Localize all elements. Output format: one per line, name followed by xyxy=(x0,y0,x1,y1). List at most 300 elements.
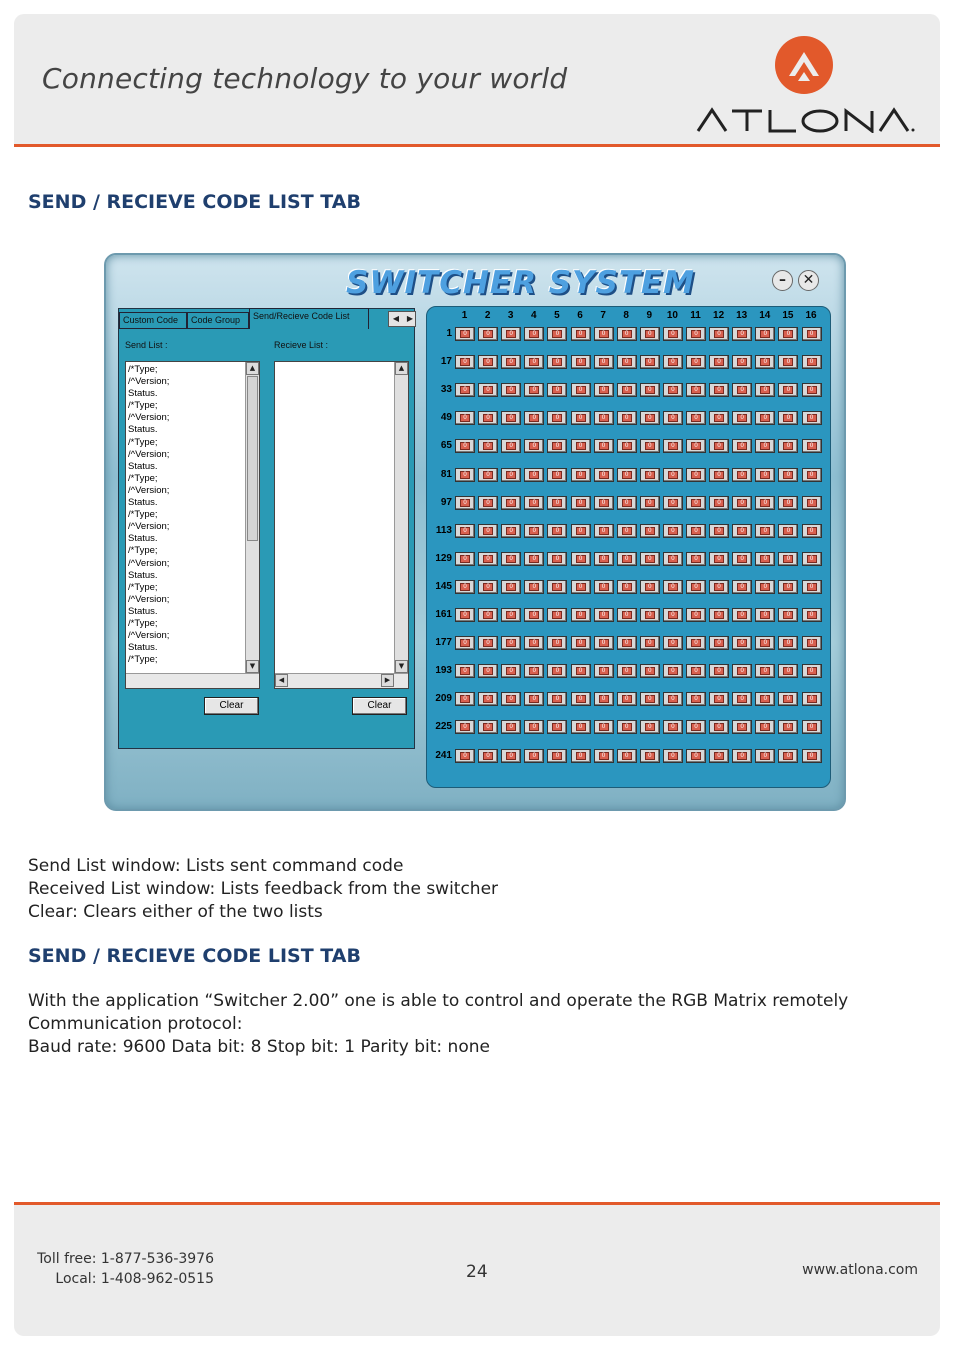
matrix-cell-button[interactable] xyxy=(755,411,775,425)
matrix-cell-button[interactable] xyxy=(732,608,752,622)
matrix-cell-button[interactable] xyxy=(663,411,683,425)
matrix-cell-button[interactable] xyxy=(455,720,475,734)
matrix-cell-button[interactable] xyxy=(547,327,567,341)
tab-left-arrow-icon[interactable]: ◀ xyxy=(392,314,400,323)
matrix-cell-button[interactable] xyxy=(802,720,822,734)
matrix-cell-button[interactable] xyxy=(571,439,591,453)
matrix-cell-button[interactable] xyxy=(455,496,475,510)
matrix-cell-button[interactable] xyxy=(617,720,637,734)
matrix-cell-button[interactable] xyxy=(640,411,660,425)
matrix-cell-button[interactable] xyxy=(732,664,752,678)
matrix-cell-button[interactable] xyxy=(709,636,729,650)
matrix-cell-button[interactable] xyxy=(455,664,475,678)
matrix-cell-button[interactable] xyxy=(686,692,706,706)
matrix-cell-button[interactable] xyxy=(478,580,498,594)
matrix-cell-button[interactable] xyxy=(732,383,752,397)
matrix-cell-button[interactable] xyxy=(686,383,706,397)
matrix-cell-button[interactable] xyxy=(663,552,683,566)
matrix-cell-button[interactable] xyxy=(709,580,729,594)
matrix-cell-button[interactable] xyxy=(617,524,637,538)
matrix-cell-button[interactable] xyxy=(594,552,614,566)
send-list-item[interactable]: /*Type; xyxy=(128,509,158,521)
matrix-cell-button[interactable] xyxy=(802,552,822,566)
send-list-item[interactable]: /*Type; xyxy=(128,545,158,557)
matrix-cell-button[interactable] xyxy=(663,720,683,734)
matrix-cell-button[interactable] xyxy=(663,608,683,622)
matrix-cell-button[interactable] xyxy=(524,720,544,734)
matrix-cell-button[interactable] xyxy=(547,749,567,763)
matrix-cell-button[interactable] xyxy=(478,636,498,650)
matrix-cell-button[interactable] xyxy=(478,327,498,341)
matrix-cell-button[interactable] xyxy=(455,468,475,482)
matrix-cell-button[interactable] xyxy=(478,496,498,510)
matrix-cell-button[interactable] xyxy=(802,383,822,397)
matrix-cell-button[interactable] xyxy=(501,496,521,510)
matrix-cell-button[interactable] xyxy=(524,468,544,482)
matrix-cell-button[interactable] xyxy=(594,692,614,706)
matrix-cell-button[interactable] xyxy=(455,580,475,594)
receive-list[interactable] xyxy=(274,361,409,689)
matrix-cell-button[interactable] xyxy=(501,524,521,538)
matrix-cell-button[interactable] xyxy=(455,411,475,425)
send-list-item[interactable]: /^Version; xyxy=(128,412,170,424)
send-list-item[interactable]: /^Version; xyxy=(128,376,170,388)
send-list-item[interactable]: Status. xyxy=(128,424,158,436)
matrix-cell-button[interactable] xyxy=(571,524,591,538)
matrix-cell-button[interactable] xyxy=(501,552,521,566)
matrix-cell-button[interactable] xyxy=(594,439,614,453)
matrix-cell-button[interactable] xyxy=(594,496,614,510)
send-list[interactable] xyxy=(125,361,260,689)
send-list-item[interactable]: /*Type; xyxy=(128,436,158,448)
matrix-cell-button[interactable] xyxy=(802,327,822,341)
matrix-cell-button[interactable] xyxy=(571,327,591,341)
matrix-cell-button[interactable] xyxy=(478,664,498,678)
matrix-cell-button[interactable] xyxy=(755,439,775,453)
tab-send-recieve-code-list[interactable]: Send/Recieve Code List xyxy=(249,308,369,329)
matrix-cell-button[interactable] xyxy=(778,664,798,678)
matrix-cell-button[interactable] xyxy=(755,720,775,734)
matrix-cell-button[interactable] xyxy=(455,692,475,706)
matrix-cell-button[interactable] xyxy=(709,692,729,706)
matrix-cell-button[interactable] xyxy=(755,552,775,566)
matrix-cell-button[interactable] xyxy=(594,720,614,734)
matrix-cell-button[interactable] xyxy=(778,636,798,650)
matrix-cell-button[interactable] xyxy=(547,692,567,706)
matrix-cell-button[interactable] xyxy=(686,608,706,622)
matrix-cell-button[interactable] xyxy=(617,355,637,369)
scroll-up-icon[interactable]: ▲ xyxy=(246,362,259,375)
matrix-cell-button[interactable] xyxy=(524,411,544,425)
matrix-cell-button[interactable] xyxy=(732,496,752,510)
send-list-item[interactable]: /*Type; xyxy=(128,581,158,593)
matrix-cell-button[interactable] xyxy=(663,496,683,510)
send-list-item[interactable]: /*Type; xyxy=(128,472,158,484)
send-list-item[interactable]: /^Version; xyxy=(128,521,170,533)
matrix-cell-button[interactable] xyxy=(547,524,567,538)
send-list-item[interactable]: /^Version; xyxy=(128,448,170,460)
matrix-cell-button[interactable] xyxy=(709,664,729,678)
matrix-cell-button[interactable] xyxy=(802,608,822,622)
matrix-cell-button[interactable] xyxy=(732,552,752,566)
matrix-cell-button[interactable] xyxy=(501,355,521,369)
send-list-item[interactable]: Status. xyxy=(128,605,158,617)
matrix-cell-button[interactable] xyxy=(640,383,660,397)
matrix-cell-button[interactable] xyxy=(732,580,752,594)
matrix-cell-button[interactable] xyxy=(686,720,706,734)
matrix-cell-button[interactable] xyxy=(571,749,591,763)
matrix-cell-button[interactable] xyxy=(594,383,614,397)
matrix-cell-button[interactable] xyxy=(802,411,822,425)
matrix-cell-button[interactable] xyxy=(571,552,591,566)
matrix-cell-button[interactable] xyxy=(709,383,729,397)
matrix-cell-button[interactable] xyxy=(617,664,637,678)
matrix-cell-button[interactable] xyxy=(501,327,521,341)
matrix-cell-button[interactable] xyxy=(663,524,683,538)
matrix-cell-button[interactable] xyxy=(663,636,683,650)
matrix-cell-button[interactable] xyxy=(732,524,752,538)
matrix-cell-button[interactable] xyxy=(617,327,637,341)
matrix-cell-button[interactable] xyxy=(755,524,775,538)
send-list-item[interactable]: /^Version; xyxy=(128,484,170,496)
matrix-cell-button[interactable] xyxy=(802,664,822,678)
matrix-cell-button[interactable] xyxy=(571,692,591,706)
scroll-down-icon[interactable]: ▼ xyxy=(395,660,408,673)
matrix-cell-button[interactable] xyxy=(594,411,614,425)
matrix-cell-button[interactable] xyxy=(663,580,683,594)
matrix-cell-button[interactable] xyxy=(455,524,475,538)
matrix-cell-button[interactable] xyxy=(732,439,752,453)
send-list-item[interactable]: /*Type; xyxy=(128,617,158,629)
receive-list-vscroll[interactable] xyxy=(394,362,408,673)
matrix-cell-button[interactable] xyxy=(524,439,544,453)
matrix-cell-button[interactable] xyxy=(663,327,683,341)
matrix-cell-button[interactable] xyxy=(640,692,660,706)
matrix-cell-button[interactable] xyxy=(524,580,544,594)
matrix-cell-button[interactable] xyxy=(571,608,591,622)
matrix-cell-button[interactable] xyxy=(547,636,567,650)
matrix-cell-button[interactable] xyxy=(755,327,775,341)
matrix-cell-button[interactable] xyxy=(617,608,637,622)
matrix-cell-button[interactable] xyxy=(571,355,591,369)
matrix-cell-button[interactable] xyxy=(478,468,498,482)
matrix-cell-button[interactable] xyxy=(455,749,475,763)
matrix-cell-button[interactable] xyxy=(709,552,729,566)
send-list-item[interactable]: /^Version; xyxy=(128,593,170,605)
scroll-down-icon[interactable]: ▼ xyxy=(246,660,259,673)
scroll-up-icon[interactable]: ▲ xyxy=(395,362,408,375)
matrix-cell-button[interactable] xyxy=(755,355,775,369)
send-list-item[interactable]: Status. xyxy=(128,642,158,654)
matrix-cell-button[interactable] xyxy=(778,720,798,734)
matrix-cell-button[interactable] xyxy=(594,636,614,650)
matrix-cell-button[interactable] xyxy=(501,664,521,678)
send-list-item[interactable]: Status. xyxy=(128,460,158,472)
matrix-cell-button[interactable] xyxy=(501,383,521,397)
matrix-cell-button[interactable] xyxy=(571,664,591,678)
matrix-cell-button[interactable] xyxy=(617,580,637,594)
matrix-cell-button[interactable] xyxy=(501,692,521,706)
matrix-cell-button[interactable] xyxy=(709,749,729,763)
matrix-cell-button[interactable] xyxy=(778,580,798,594)
matrix-cell-button[interactable] xyxy=(501,580,521,594)
send-list-item[interactable]: Status. xyxy=(128,569,158,581)
minimize-button[interactable]: – xyxy=(772,270,793,291)
matrix-cell-button[interactable] xyxy=(640,749,660,763)
matrix-cell-button[interactable] xyxy=(571,636,591,650)
send-list-item[interactable]: Status. xyxy=(128,388,158,400)
matrix-cell-button[interactable] xyxy=(686,411,706,425)
matrix-cell-button[interactable] xyxy=(501,411,521,425)
matrix-cell-button[interactable] xyxy=(594,749,614,763)
matrix-cell-button[interactable] xyxy=(640,468,660,482)
send-list-item[interactable]: /*Type; xyxy=(128,364,158,375)
matrix-cell-button[interactable] xyxy=(501,439,521,453)
matrix-cell-button[interactable] xyxy=(802,692,822,706)
matrix-cell-button[interactable] xyxy=(455,636,475,650)
matrix-cell-button[interactable] xyxy=(709,355,729,369)
matrix-cell-button[interactable] xyxy=(802,749,822,763)
send-list-item[interactable]: /*Type; xyxy=(128,654,158,666)
matrix-cell-button[interactable] xyxy=(455,608,475,622)
matrix-cell-button[interactable] xyxy=(732,720,752,734)
matrix-cell-button[interactable] xyxy=(640,524,660,538)
matrix-cell-button[interactable] xyxy=(547,552,567,566)
matrix-cell-button[interactable] xyxy=(571,468,591,482)
matrix-cell-button[interactable] xyxy=(686,524,706,538)
matrix-cell-button[interactable] xyxy=(455,383,475,397)
matrix-cell-button[interactable] xyxy=(571,496,591,510)
matrix-cell-button[interactable] xyxy=(663,355,683,369)
matrix-cell-button[interactable] xyxy=(594,580,614,594)
matrix-cell-button[interactable] xyxy=(686,439,706,453)
matrix-cell-button[interactable] xyxy=(571,411,591,425)
send-list-item[interactable]: /^Version; xyxy=(128,557,170,569)
matrix-cell-button[interactable] xyxy=(571,580,591,594)
tab-right-arrow-icon[interactable]: ▶ xyxy=(406,314,414,323)
matrix-cell-button[interactable] xyxy=(732,692,752,706)
matrix-cell-button[interactable] xyxy=(524,552,544,566)
close-button[interactable]: ✕ xyxy=(798,270,819,291)
matrix-cell-button[interactable] xyxy=(640,327,660,341)
matrix-cell-button[interactable] xyxy=(478,749,498,763)
matrix-cell-button[interactable] xyxy=(501,749,521,763)
tab-code-group[interactable]: Code Group xyxy=(187,312,249,329)
matrix-cell-button[interactable] xyxy=(617,468,637,482)
matrix-cell-button[interactable] xyxy=(686,327,706,341)
matrix-cell-button[interactable] xyxy=(501,636,521,650)
matrix-cell-button[interactable] xyxy=(802,636,822,650)
matrix-cell-button[interactable] xyxy=(617,411,637,425)
matrix-cell-button[interactable] xyxy=(594,608,614,622)
matrix-cell-button[interactable] xyxy=(594,355,614,369)
matrix-cell-button[interactable] xyxy=(802,580,822,594)
matrix-cell-button[interactable] xyxy=(732,468,752,482)
matrix-cell-button[interactable] xyxy=(547,383,567,397)
matrix-cell-button[interactable] xyxy=(594,524,614,538)
matrix-cell-button[interactable] xyxy=(501,720,521,734)
send-list-vscroll[interactable] xyxy=(245,362,259,673)
matrix-cell-button[interactable] xyxy=(547,411,567,425)
matrix-cell-button[interactable] xyxy=(709,327,729,341)
matrix-cell-button[interactable] xyxy=(663,692,683,706)
matrix-cell-button[interactable] xyxy=(686,664,706,678)
matrix-cell-button[interactable] xyxy=(778,692,798,706)
send-list-item[interactable]: Status. xyxy=(128,533,158,545)
matrix-cell-button[interactable] xyxy=(778,749,798,763)
send-list-item[interactable]: /*Type; xyxy=(128,400,158,412)
matrix-cell-button[interactable] xyxy=(524,383,544,397)
matrix-cell-button[interactable] xyxy=(617,496,637,510)
matrix-cell-button[interactable] xyxy=(501,608,521,622)
matrix-cell-button[interactable] xyxy=(478,524,498,538)
matrix-cell-button[interactable] xyxy=(709,468,729,482)
matrix-cell-button[interactable] xyxy=(640,496,660,510)
matrix-cell-button[interactable] xyxy=(478,692,498,706)
matrix-cell-button[interactable] xyxy=(802,468,822,482)
matrix-cell-button[interactable] xyxy=(501,468,521,482)
matrix-cell-button[interactable] xyxy=(732,327,752,341)
matrix-cell-button[interactable] xyxy=(802,496,822,510)
matrix-cell-button[interactable] xyxy=(455,439,475,453)
matrix-cell-button[interactable] xyxy=(709,524,729,538)
matrix-cell-button[interactable] xyxy=(709,411,729,425)
matrix-cell-button[interactable] xyxy=(571,720,591,734)
matrix-cell-button[interactable] xyxy=(663,439,683,453)
matrix-cell-button[interactable] xyxy=(547,608,567,622)
matrix-cell-button[interactable] xyxy=(755,636,775,650)
matrix-cell-button[interactable] xyxy=(663,664,683,678)
matrix-cell-button[interactable] xyxy=(686,496,706,510)
matrix-cell-button[interactable] xyxy=(663,749,683,763)
matrix-cell-button[interactable] xyxy=(478,411,498,425)
matrix-cell-button[interactable] xyxy=(524,355,544,369)
matrix-cell-button[interactable] xyxy=(478,608,498,622)
matrix-cell-button[interactable] xyxy=(640,355,660,369)
matrix-cell-button[interactable] xyxy=(478,720,498,734)
matrix-cell-button[interactable] xyxy=(802,355,822,369)
matrix-cell-button[interactable] xyxy=(455,355,475,369)
matrix-cell-button[interactable] xyxy=(547,496,567,510)
matrix-cell-button[interactable] xyxy=(617,692,637,706)
matrix-cell-button[interactable] xyxy=(640,608,660,622)
scroll-thumb[interactable] xyxy=(247,376,258,541)
matrix-cell-button[interactable] xyxy=(478,383,498,397)
matrix-cell-button[interactable] xyxy=(755,749,775,763)
matrix-cell-button[interactable] xyxy=(778,552,798,566)
matrix-cell-button[interactable] xyxy=(524,692,544,706)
matrix-cell-button[interactable] xyxy=(547,468,567,482)
matrix-cell-button[interactable] xyxy=(686,749,706,763)
matrix-cell-button[interactable] xyxy=(686,355,706,369)
matrix-cell-button[interactable] xyxy=(686,580,706,594)
matrix-cell-button[interactable] xyxy=(617,439,637,453)
matrix-cell-button[interactable] xyxy=(778,355,798,369)
matrix-cell-button[interactable] xyxy=(455,327,475,341)
matrix-cell-button[interactable] xyxy=(524,749,544,763)
matrix-cell-button[interactable] xyxy=(640,580,660,594)
matrix-cell-button[interactable] xyxy=(547,580,567,594)
matrix-cell-button[interactable] xyxy=(755,664,775,678)
matrix-cell-button[interactable] xyxy=(547,720,567,734)
clear-receive-button[interactable]: Clear xyxy=(352,697,407,715)
matrix-cell-button[interactable] xyxy=(732,355,752,369)
matrix-cell-button[interactable] xyxy=(732,749,752,763)
send-list-item[interactable]: Status. xyxy=(128,497,158,509)
matrix-cell-button[interactable] xyxy=(524,608,544,622)
matrix-cell-button[interactable] xyxy=(524,496,544,510)
matrix-cell-button[interactable] xyxy=(547,664,567,678)
matrix-cell-button[interactable] xyxy=(709,608,729,622)
matrix-cell-button[interactable] xyxy=(732,411,752,425)
matrix-cell-button[interactable] xyxy=(478,439,498,453)
matrix-cell-button[interactable] xyxy=(640,552,660,566)
matrix-cell-button[interactable] xyxy=(802,439,822,453)
receive-list-hscroll[interactable] xyxy=(275,673,408,688)
matrix-cell-button[interactable] xyxy=(778,468,798,482)
matrix-cell-button[interactable] xyxy=(617,383,637,397)
matrix-cell-button[interactable] xyxy=(617,749,637,763)
matrix-cell-button[interactable] xyxy=(778,439,798,453)
matrix-cell-button[interactable] xyxy=(686,468,706,482)
matrix-cell-button[interactable] xyxy=(778,496,798,510)
matrix-cell-button[interactable] xyxy=(778,327,798,341)
tab-custom-code[interactable]: Custom Code xyxy=(119,312,187,329)
matrix-cell-button[interactable] xyxy=(640,636,660,650)
matrix-cell-button[interactable] xyxy=(709,496,729,510)
matrix-cell-button[interactable] xyxy=(778,411,798,425)
matrix-cell-button[interactable] xyxy=(755,383,775,397)
matrix-cell-button[interactable] xyxy=(755,580,775,594)
send-list-item[interactable]: /^Version; xyxy=(128,630,170,642)
matrix-cell-button[interactable] xyxy=(663,383,683,397)
matrix-cell-button[interactable] xyxy=(617,636,637,650)
matrix-cell-button[interactable] xyxy=(617,552,637,566)
scroll-left-icon[interactable]: ◀ xyxy=(275,674,288,687)
matrix-cell-button[interactable] xyxy=(594,327,614,341)
matrix-cell-button[interactable] xyxy=(640,439,660,453)
matrix-cell-button[interactable] xyxy=(663,468,683,482)
matrix-cell-button[interactable] xyxy=(709,439,729,453)
clear-send-button[interactable]: Clear xyxy=(204,697,259,715)
matrix-cell-button[interactable] xyxy=(547,439,567,453)
matrix-cell-button[interactable] xyxy=(709,720,729,734)
matrix-cell-button[interactable] xyxy=(594,664,614,678)
matrix-cell-button[interactable] xyxy=(686,552,706,566)
matrix-cell-button[interactable] xyxy=(778,524,798,538)
matrix-cell-button[interactable] xyxy=(524,524,544,538)
matrix-cell-button[interactable] xyxy=(640,720,660,734)
matrix-cell-button[interactable] xyxy=(571,383,591,397)
matrix-cell-button[interactable] xyxy=(778,383,798,397)
matrix-cell-button[interactable] xyxy=(755,692,775,706)
scroll-right-icon[interactable]: ▶ xyxy=(381,674,394,687)
matrix-cell-button[interactable] xyxy=(755,496,775,510)
matrix-cell-button[interactable] xyxy=(547,355,567,369)
matrix-cell-button[interactable] xyxy=(478,552,498,566)
matrix-cell-button[interactable] xyxy=(755,468,775,482)
matrix-cell-button[interactable] xyxy=(755,608,775,622)
matrix-cell-button[interactable] xyxy=(594,468,614,482)
matrix-cell-button[interactable] xyxy=(524,327,544,341)
matrix-cell-button[interactable] xyxy=(778,608,798,622)
matrix-cell-button[interactable] xyxy=(640,664,660,678)
matrix-cell-button[interactable] xyxy=(732,636,752,650)
matrix-cell-button[interactable] xyxy=(455,552,475,566)
matrix-cell-button[interactable] xyxy=(802,524,822,538)
matrix-cell-button[interactable] xyxy=(478,355,498,369)
matrix-cell-button[interactable] xyxy=(524,664,544,678)
